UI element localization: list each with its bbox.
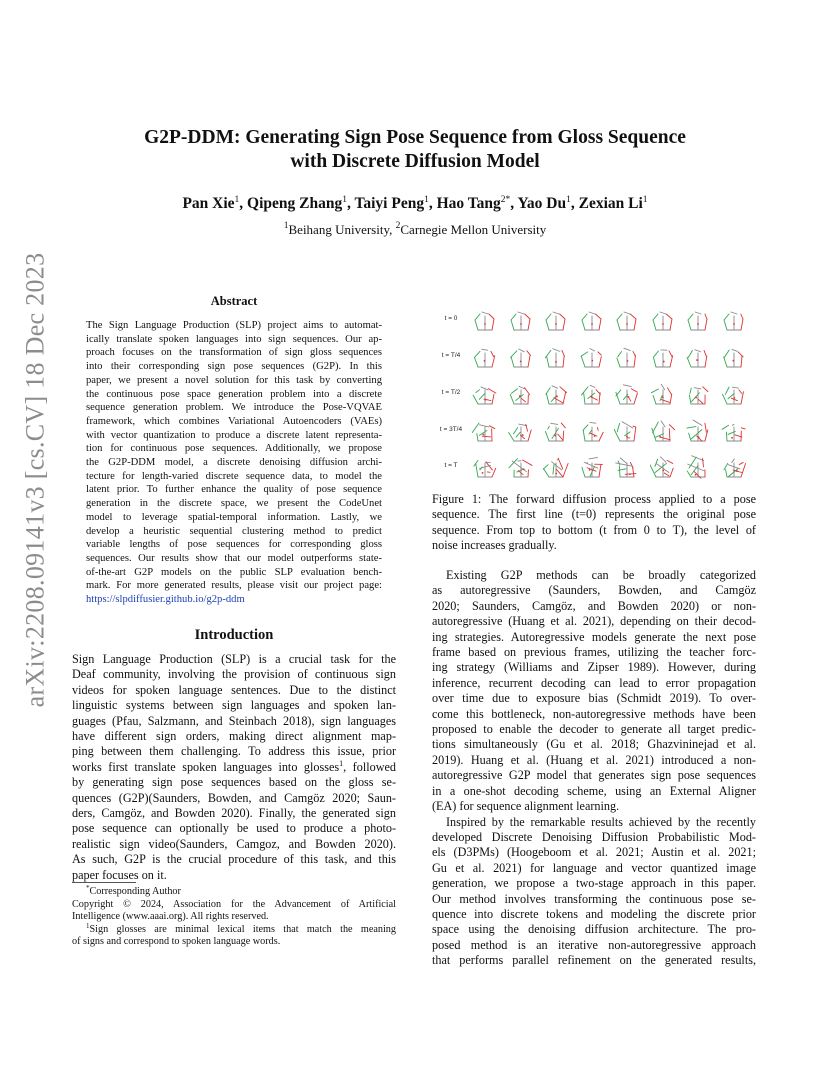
author-affil-mark: 2* xyxy=(500,195,511,205)
intro-line: by generating sign pose sequences based on the gloss se- xyxy=(72,775,396,790)
pose-frame xyxy=(508,380,534,410)
paper-title-line-1: G2P-DDM: Generating Sign Pose Sequence from Gloss Sequence xyxy=(144,127,686,148)
body-line: Inspired by the remarkable results achieved by the recently xyxy=(446,814,756,829)
body-line: ing strategy (Williams and Zipser 1989). However, during xyxy=(432,660,756,675)
affiliation-name: Carnegie Mellon University xyxy=(400,222,547,237)
body-line: 2020; Saunders, Camgöz, and Bowden 2020) or non- xyxy=(432,598,756,613)
author-name: Taiyi Peng xyxy=(354,195,425,212)
introduction-body xyxy=(72,652,396,883)
corresponding-author-note xyxy=(72,886,396,899)
pose-frame xyxy=(721,343,747,373)
row-label: t = 0 xyxy=(444,315,458,322)
author-affil-mark: 1 xyxy=(642,195,648,205)
intro-line: As such, G2P is the crucial procedure of this task, and this xyxy=(72,852,396,867)
footnote-1-cont: of signs and correspond to spoken language words. xyxy=(72,936,281,947)
pose-frame xyxy=(685,417,711,447)
copyright-line: Copyright © 2024, Association for the Advancement of Artificial xyxy=(72,898,396,910)
body-line: Gu et al. 2021) for language and vector quantized image xyxy=(432,860,756,875)
paper-title-line-2: with Discrete Diffusion Model xyxy=(290,151,540,172)
abstract-line: paper, we present a novel solution for this task by converting xyxy=(86,374,382,386)
pose-frame xyxy=(543,343,569,373)
body-line: that performs parallel refinement on the generated results, xyxy=(432,953,756,968)
caption-line: sequence. From top to bottom (t from 0 to T), the level of xyxy=(432,522,756,537)
body-line: as autoregressive (Saunders, Bowden, and Camgöz xyxy=(432,583,756,598)
pose-frame xyxy=(472,453,498,483)
abstract-line: the continuous pose space generation problem into a discrete xyxy=(86,388,382,400)
author-name: Zexian Li xyxy=(578,195,643,212)
row-label: t = T/2 xyxy=(441,389,461,396)
figure-diffusion-process xyxy=(432,302,756,482)
pose-frame xyxy=(721,306,747,336)
pose-frame xyxy=(685,380,711,410)
pose-frame xyxy=(472,343,498,373)
abstract-line: the G2P-DDM model, a discrete denoising diffusion archi- xyxy=(86,457,382,469)
pose-frame xyxy=(579,343,605,373)
pose-frame xyxy=(614,417,640,447)
author-affil-mark: 1 xyxy=(424,195,429,205)
pose-frame xyxy=(650,380,676,410)
pose-frame xyxy=(579,453,605,483)
arxiv-identifier-text: arXiv:2208.09141v3 [cs.CV] 18 Dec 2023 xyxy=(20,252,49,708)
footnote-mark: * xyxy=(86,884,90,892)
intro-line: ping between them challenging. To address this issue, prior xyxy=(72,744,396,759)
body-line: inference, recurrent decoding can lead to error propagation xyxy=(432,675,756,690)
body-line: autoregressive (Huang et al. 2021), depending on their decod- xyxy=(432,614,756,629)
pose-frame xyxy=(579,417,605,447)
body-line: autoregressive G2P model that generates sign pose sequences xyxy=(432,768,756,783)
corresponding-author-text: Corresponding Author xyxy=(89,886,181,897)
pose-frame xyxy=(543,306,569,336)
body-line: in a one-shot decoding scheme, using an External Aligner xyxy=(432,783,756,798)
author-name: Qipeng Zhang xyxy=(247,195,343,212)
body-line: quence into discrete tokens and modeling the discrete prior xyxy=(432,906,756,921)
abstract-line: sequences. Our results show that our model outperforms state- xyxy=(86,552,382,564)
caption-line: Figure 1: The forward diffusion process applied to a pose xyxy=(432,492,756,506)
pose-strip xyxy=(472,453,756,483)
introduction-heading: Introduction xyxy=(194,627,274,643)
pose-frame xyxy=(721,453,747,483)
pose-frame xyxy=(543,453,569,483)
pose-frame xyxy=(650,343,676,373)
affil-mark: 2 xyxy=(395,221,401,231)
caption-line: sequence. The first line (t=0) represents the original pose xyxy=(432,507,756,522)
intro-line: paper focuses on it. xyxy=(72,867,167,882)
project-page-link[interactable]: https://slpdiffusier.github.io/g2p-ddm xyxy=(86,594,245,606)
abstract-line: into their corresponding sign pose sequences (G2P). In this xyxy=(86,361,382,373)
pose-frame xyxy=(472,306,498,336)
pose-strip xyxy=(472,380,756,410)
body-line: Our method involves transforming the continuous pose se- xyxy=(432,891,756,906)
abstract-line: framework, which combines Variational Autoencoders (VAEs) xyxy=(86,415,382,427)
abstract-line: ically translate spoken languages into sign sequences. Our ap- xyxy=(86,333,382,345)
intro-line: have different sign orders, making direct alignment map- xyxy=(72,729,396,744)
author-name: Hao Tang xyxy=(436,195,501,212)
abstract-line: tion for continuous pose sequences. Additionally, we propose xyxy=(86,443,382,455)
body-line: proposed to enable the decoder to generate all target predic- xyxy=(432,722,756,737)
abstract-line: proach focuses on the transformation of sign gloss sequences xyxy=(86,347,382,359)
paper-title xyxy=(100,126,730,174)
footnote-ref[interactable]: 1 xyxy=(339,758,344,768)
affil-mark: 1 xyxy=(283,221,289,231)
copyright-line: Intelligence (www.aaai.org). All rights reserved. xyxy=(72,911,269,922)
abstract-line: mark. For more generated results, please visit our project page: xyxy=(86,580,382,592)
abstract-line: latent prior. To further enhance the quality of pose sequence xyxy=(86,484,382,496)
intro-line: videos for spoken language sentences. Due to the distinct xyxy=(72,682,396,697)
pose-frame xyxy=(650,417,676,447)
figure-row xyxy=(432,343,756,373)
intro-line: Deaf community, involving the provision of continuous sign xyxy=(72,667,396,682)
intro-line: quences (G2P)(Saunders, Bowden, and Camgöz 2020; Saun- xyxy=(72,790,396,805)
pose-frame xyxy=(508,453,534,483)
intro-line: linguistic systems between sign languages and spoken lan- xyxy=(72,698,396,713)
abstract-line: of-the-art G2P models on the public SLP evaluation bench- xyxy=(86,566,382,578)
author-affil-mark: 1 xyxy=(566,195,571,205)
body-line: come this bottleneck, non-autoregressive methods have been xyxy=(432,706,756,721)
pose-frame xyxy=(543,417,569,447)
abstract-line: The Sign Language Production (SLP) project aims to automat- xyxy=(86,320,382,331)
pose-frame xyxy=(579,380,605,410)
pose-frame xyxy=(508,306,534,336)
footnote-1 xyxy=(72,921,396,937)
body-line: Existing G2P methods can be broadly categorized xyxy=(446,568,756,582)
pose-frame xyxy=(614,453,640,483)
body-line: (EA) for sequence alignment learning. xyxy=(432,799,620,814)
pose-frame xyxy=(614,306,640,336)
pose-frame xyxy=(685,453,711,483)
author-name: Yao Du xyxy=(517,195,567,212)
intro-line-text: works first translate spoken languages into glosses xyxy=(72,759,340,774)
row-label: t = 3T/4 xyxy=(439,426,463,433)
pose-frame xyxy=(650,453,676,483)
author-list: Pan Xie$^1$, Qipeng Zhang$^1$, Taiyi Peng$^1$, Hao Tang$^{2*}$, Yao Du$^1$, Zexian Li$^1$ xyxy=(182,195,648,212)
figure-row xyxy=(432,380,756,410)
row-label: t = T xyxy=(444,462,458,469)
pose-frame xyxy=(614,380,640,410)
abstract-line: model to leverage spatial-temporal information. Lastly, we xyxy=(86,511,382,523)
footnote-1-text: Sign glosses are minimal lexical items that match the meaning xyxy=(89,923,396,935)
intro-line: ders, Camgöz, and Bowden 2020). Finally, the generated sign xyxy=(72,806,396,821)
figure-row xyxy=(432,417,756,447)
body-line: over time due to exposure bias (Schmidt 2019). To over- xyxy=(432,691,756,706)
author-affil-mark: 1 xyxy=(342,195,347,205)
abstract-line: tecture for length-varied discrete sequence data, to model the xyxy=(86,470,382,482)
figure-caption xyxy=(432,492,756,554)
intro-line: Sign Language Production (SLP) is a crucial task for the xyxy=(72,652,396,666)
pose-frame xyxy=(472,380,498,410)
intro-line: guages (Pfau, Salzmann, and Steinbach 2018), sign languages xyxy=(72,713,396,728)
pose-frame xyxy=(685,306,711,336)
body-line: generation, we propose a two-stage approach in this paper. xyxy=(432,876,756,891)
footnote-mark: 1 xyxy=(86,921,90,930)
figure-row xyxy=(432,453,756,483)
arxiv-identifier xyxy=(10,252,60,708)
pose-strip xyxy=(472,417,756,447)
author-name: Pan Xie xyxy=(182,195,235,212)
caption-line: noise increases gradually. xyxy=(432,538,557,553)
pose-frame xyxy=(614,343,640,373)
abstract-line: variable lengths of pose sequences for corresponding gloss xyxy=(86,539,382,551)
abstract-heading: Abstract xyxy=(210,294,258,308)
abstract-line: develop a heuristic sequential clustering method to predict xyxy=(86,525,382,537)
pose-frame xyxy=(508,417,534,447)
abstract-line: sequence generation problem. We introduce the Pose-VQVAE xyxy=(86,402,382,414)
abstract-body xyxy=(86,319,382,607)
row-label: t = T/4 xyxy=(441,352,461,359)
figure-row xyxy=(432,306,756,336)
pose-frame xyxy=(543,380,569,410)
author-affil-mark: 1 xyxy=(234,195,240,205)
intro-line-tail: , followed xyxy=(343,759,396,774)
pose-frame xyxy=(508,343,534,373)
right-column-body xyxy=(432,568,756,969)
pose-frame xyxy=(579,306,605,336)
pose-strip xyxy=(472,306,756,336)
intro-line: pose sequence can optionally be used to produce a photo- xyxy=(72,821,396,836)
body-line: tions simultaneously (Gu et al. 2018; Ghazvininejad et al. xyxy=(432,737,756,752)
pose-frame xyxy=(685,343,711,373)
body-line: frame based on previous frames, utilizing the teacher forc- xyxy=(432,645,756,660)
body-line: 2019). Huang et al. (Huang et al. 2021) introduced a non- xyxy=(432,752,756,767)
pose-strip xyxy=(472,343,756,373)
body-line: ing strategies. Autoregressive models generate the next pose xyxy=(432,629,756,644)
footnote-divider xyxy=(72,882,136,883)
pose-frame xyxy=(650,306,676,336)
body-line: posed method is an iterative non-autoregressive approach xyxy=(432,937,756,952)
abstract-line: with vector quantization to produce a discrete latent representa- xyxy=(86,429,382,441)
intro-line: realistic sign video(Saunders, Camgoz, and Bowden 2020). xyxy=(72,836,396,851)
pose-frame xyxy=(472,417,498,447)
pose-frame xyxy=(721,380,747,410)
affiliations xyxy=(100,221,730,238)
intro-line xyxy=(72,760,396,775)
pose-frame xyxy=(721,417,747,447)
footnotes xyxy=(72,886,396,949)
body-line: els (D3PMs) (Hoogeboom et al. 2021; Austin et al. 2021; xyxy=(432,845,756,860)
body-line: developed Discrete Denoising Diffusion Probabilistic Mod- xyxy=(432,829,756,844)
affiliation-name: Beihang University, xyxy=(288,222,393,237)
abstract-line: generation in the discrete space, we present the CodeUnet xyxy=(86,498,382,510)
body-line: space using the denoising diffusion architecture. The pro- xyxy=(432,922,756,937)
